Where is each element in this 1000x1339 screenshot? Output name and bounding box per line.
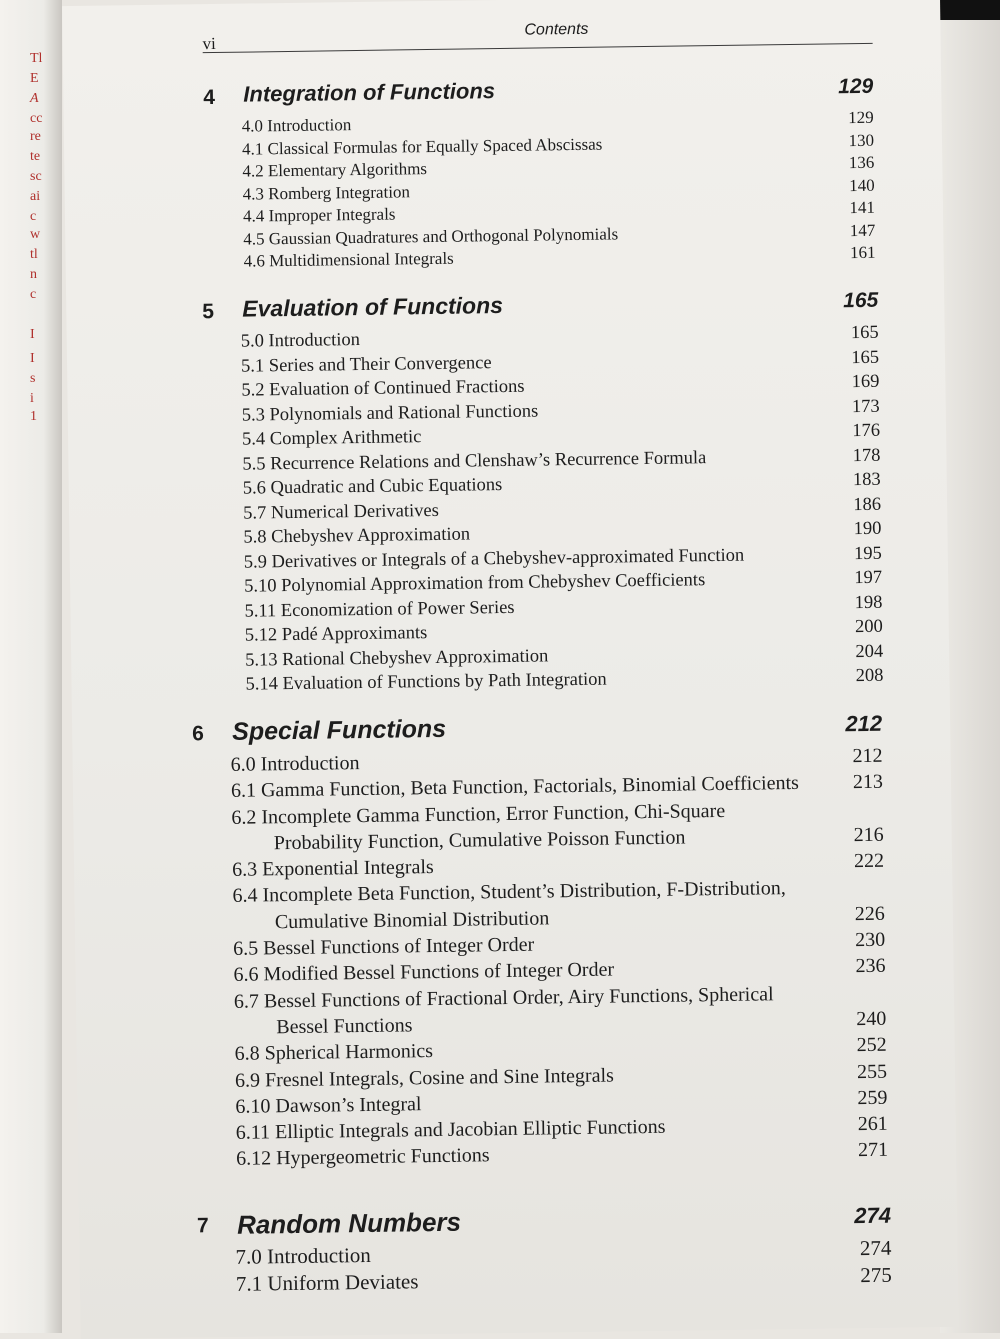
chapter-number: 7 <box>196 1214 209 1238</box>
section-list <box>192 743 888 1173</box>
chapter-page: 129 <box>838 74 874 99</box>
entry-title: 5.0 Introduction <box>240 330 361 352</box>
entry-page: 259 <box>857 1086 888 1109</box>
entry-page: 213 <box>852 771 884 794</box>
entry-title: 6.7 Bessel Functions of Fractional Order, Airy Functions, Spherical <box>233 982 774 1013</box>
entry-title: 6.12 Hypergeometric Functions <box>236 1144 490 1171</box>
entry-title: 6.6 Modified Bessel Functions of Integer Order <box>233 958 615 987</box>
entry-title: 5.7 Numerical Derivatives <box>242 500 439 524</box>
entry-page: 183 <box>852 469 881 491</box>
entry-page: 129 <box>848 107 874 128</box>
adjacent-page-fragment: A <box>30 91 39 106</box>
entry-title: 4.4 Improper Integrals <box>242 204 396 226</box>
chapter-title: Random Numbers <box>236 1206 462 1240</box>
entry-page: 169 <box>851 371 880 393</box>
adjacent-page-fragment: i <box>30 391 34 406</box>
adjacent-page-fragment: 1 <box>30 409 37 424</box>
entry-title: 4.1 Classical Formulas for Equally Spaced Abscissas <box>241 134 603 159</box>
chapter-number: 4 <box>203 86 216 110</box>
entry-page: 195 <box>853 543 882 564</box>
adjacent-page-fragment: E <box>30 71 39 86</box>
adjacent-page-fragment: tl <box>30 247 38 262</box>
entry-page: 161 <box>849 242 876 263</box>
entry-title: 5.8 Chebyshev Approximation <box>243 524 471 548</box>
entry-title: 6.1 Gamma Function, Beta Function, Factorials, Binomial Coefficients <box>230 772 800 803</box>
entry-title: 6.2 Incomplete Gamma Function, Error Function, Chi-Square <box>231 799 726 829</box>
entry-title: 5.10 Polynomial Approximation from Chebyshev Coefficients <box>244 570 706 597</box>
entry-title: 7.1 Uniform Deviates <box>235 1269 419 1296</box>
section-list <box>203 321 884 698</box>
entry-page: 212 <box>852 744 883 768</box>
entry-page: 176 <box>852 420 881 442</box>
entry-page: 190 <box>853 518 882 540</box>
chapter-page: 274 <box>854 1202 892 1229</box>
entry-title: 5.4 Complex Arithmetic <box>241 427 422 450</box>
entry-page: 252 <box>856 1033 887 1057</box>
entry-page: 200 <box>854 616 883 638</box>
adjacent-page-fragment: Tl <box>30 51 43 66</box>
entry-title: 7.0 Introduction <box>235 1242 371 1269</box>
adjacent-page-fragment: n <box>30 267 37 282</box>
entry-page: 240 <box>856 1007 887 1031</box>
entry-page: 136 <box>848 152 875 173</box>
entry-title-continuation: Bessel Functions <box>276 1014 413 1039</box>
adjacent-page-fragment: w <box>30 227 41 242</box>
entry-page: 186 <box>853 494 882 515</box>
entry-title: 4.6 Multidimensional Integrals <box>243 248 454 271</box>
entry-title: 4.5 Gaussian Quadratures and Orthogonal Polynomials <box>243 223 619 249</box>
adjacent-page-edge <box>0 0 62 1333</box>
entry-page: 261 <box>857 1112 888 1136</box>
entry-title: 6.8 Spherical Harmonics <box>234 1040 434 1066</box>
entry-title: 5.3 Polynomials and Rational Functions <box>241 401 539 426</box>
entry-title: 5.11 Economization of Power Series <box>244 597 515 622</box>
entry-title: 5.5 Recurrence Relations and Clenshaw’s Recurrence Formula <box>242 447 707 475</box>
chapter-page: 212 <box>845 710 883 737</box>
entry-page: 165 <box>850 322 879 344</box>
adjacent-page-fragment: c <box>30 287 37 302</box>
chapter-page: 165 <box>843 288 879 313</box>
adjacent-page-fragment: c <box>30 209 37 224</box>
entry-page: 178 <box>852 445 881 466</box>
page-header <box>202 17 872 53</box>
adjacent-page-fragment: s <box>30 371 36 386</box>
entry-title: 5.1 Series and Their Convergence <box>240 352 492 377</box>
entry-page: 216 <box>853 823 884 847</box>
chapter-title: Special Functions <box>231 714 447 746</box>
entry-title: 6.10 Dawson’s Integral <box>235 1093 422 1118</box>
entry-title: 6.4 Incomplete Beta Function, Student’s Distribution, F-Distribution, <box>232 877 786 908</box>
contents-page <box>62 0 959 1339</box>
entry-title: 4.3 Romberg Integration <box>242 181 411 204</box>
adjacent-page-fragment: re <box>30 129 41 144</box>
entry-page: 204 <box>855 641 884 662</box>
chapter-section <box>202 287 884 698</box>
entry-title: 5.6 Quadratic and Cubic Equations <box>242 475 503 499</box>
entry-page: 271 <box>857 1139 889 1162</box>
adjacent-page-fragment: ai <box>30 189 41 204</box>
adjacent-page-fragment: sc <box>30 169 42 184</box>
entry-page: 165 <box>851 347 880 368</box>
chapter-section <box>197 1201 892 1299</box>
chapter-title: Evaluation of Functions <box>242 292 504 322</box>
adjacent-page-fragment: te <box>30 149 41 164</box>
entry-page: 130 <box>848 130 875 150</box>
chapter-section <box>203 73 876 274</box>
entry-title: 6.11 Elliptic Integrals and Jacobian Elliptic Functions <box>235 1115 666 1144</box>
adjacent-page-fragment: I <box>30 351 35 366</box>
chapter-number: 6 <box>192 722 205 746</box>
entry-page: 141 <box>849 197 876 218</box>
entry-title: 5.12 Padé Approximants <box>244 623 428 646</box>
adjacent-page-fragment: cc <box>30 111 43 126</box>
entry-page: 275 <box>860 1262 893 1288</box>
chapter-title: Integration of Functions <box>243 78 496 107</box>
section-list <box>204 107 876 274</box>
entry-title: 5.13 Rational Chebyshev Approximation <box>245 645 549 671</box>
entry-title: 4.0 Introduction <box>241 115 352 136</box>
entry-page: 222 <box>853 849 885 873</box>
adjacent-page-fragment: I <box>30 327 35 342</box>
entry-title: 6.5 Bessel Functions of Integer Order <box>233 933 535 960</box>
entry-page: 230 <box>855 928 886 952</box>
entry-title-continuation: Cumulative Binomial Distribution <box>274 907 550 934</box>
toc-entry[interactable] <box>194 874 885 936</box>
entry-page: 255 <box>856 1060 888 1083</box>
running-title: Contents <box>524 20 589 39</box>
chapter-section <box>192 709 888 1173</box>
toc-entry[interactable] <box>193 795 884 857</box>
entry-title: 5.14 Evaluation of Functions by Path Integration <box>245 669 607 695</box>
entry-page: 226 <box>854 902 885 925</box>
entry-title: 6.3 Exponential Integrals <box>231 856 434 882</box>
entry-title-continuation: Probability Function, Cumulative Poisson Function <box>273 826 686 855</box>
entry-title: 6.0 Introduction <box>230 752 360 776</box>
section-list <box>197 1235 892 1299</box>
entry-page: 173 <box>851 396 880 417</box>
entry-page: 197 <box>854 567 883 589</box>
entry-title: 4.2 Elementary Algorithms <box>242 159 428 181</box>
page-number: vi <box>202 33 216 54</box>
entry-page: 198 <box>854 592 883 613</box>
entry-title: 6.9 Fresnel Integrals, Cosine and Sine Integrals <box>234 1064 614 1092</box>
entry-page: 236 <box>855 955 886 978</box>
entry-page: 140 <box>848 175 875 195</box>
entry-page: 147 <box>849 220 876 240</box>
chapter-number: 5 <box>202 300 215 324</box>
entry-title: 5.2 Evaluation of Continued Fractions <box>241 376 525 401</box>
entry-page: 274 <box>859 1235 892 1261</box>
entry-page: 208 <box>855 665 884 687</box>
toc-entry[interactable] <box>196 979 887 1041</box>
entry-title: 5.9 Derivatives or Integrals of a Chebyshev-approximated Function <box>243 545 745 573</box>
